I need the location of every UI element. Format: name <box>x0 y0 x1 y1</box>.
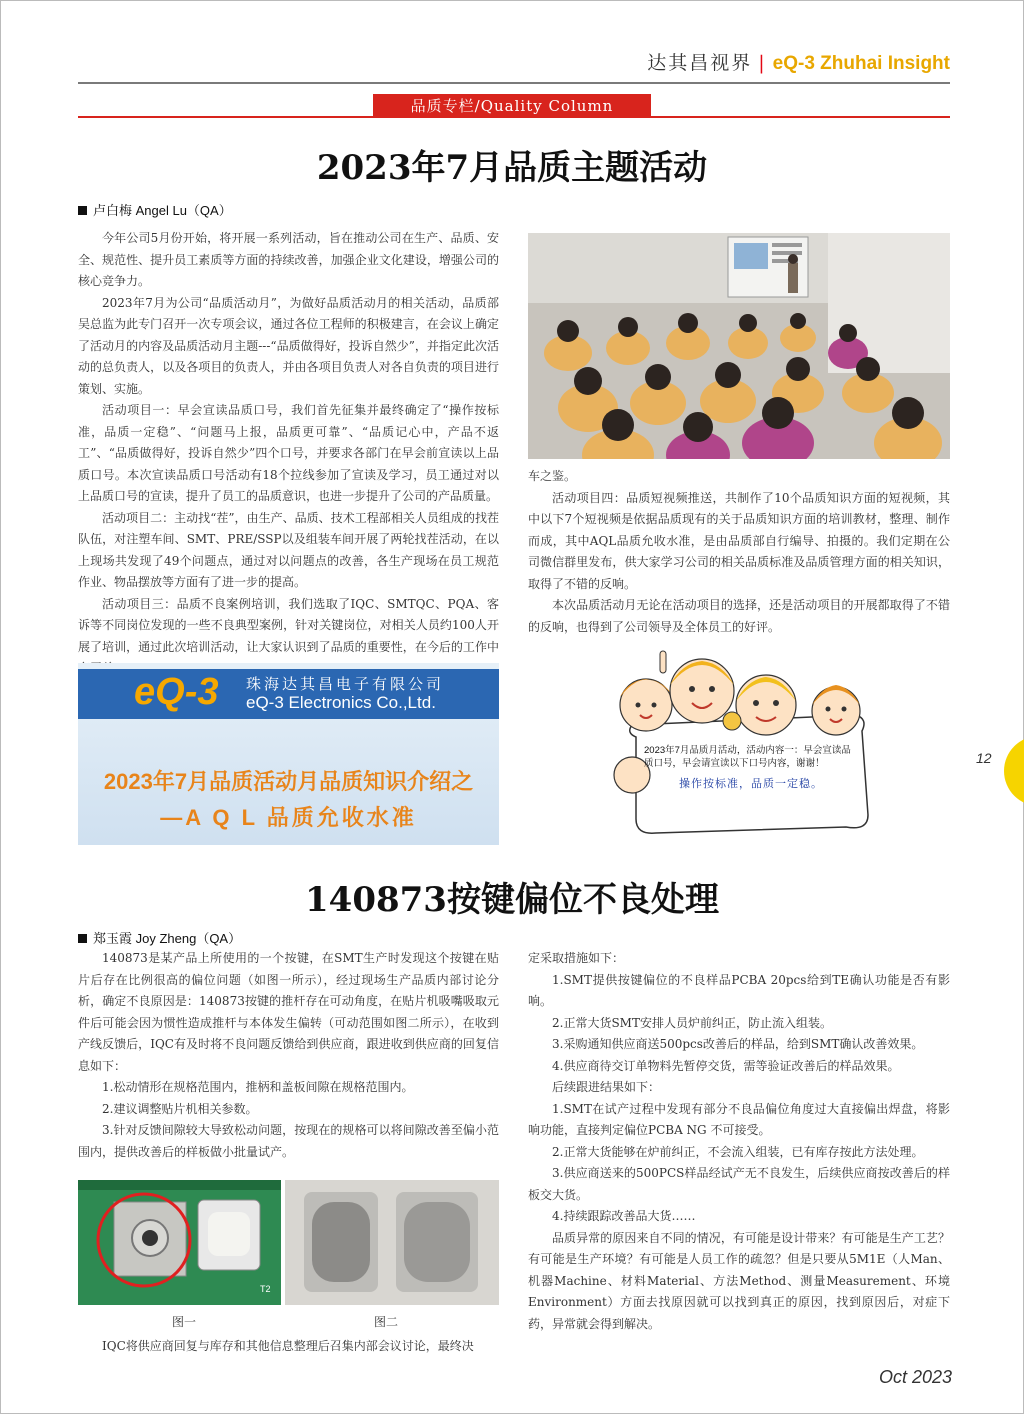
article1-title: 2023年7月品质主题活动 <box>316 148 708 188</box>
header-rule <box>78 82 950 84</box>
svg-text:T2: T2 <box>260 1284 271 1294</box>
kids-speech-bubble <box>634 738 870 828</box>
paragraph: 活动项目二：主动找“茬”，由生产、品质、技术工程部相关人员组成的找茬队伍，对注塑车间、SMT、PRE/SSP以及组装车间开展了两轮找茬活动，在以上现场共发现了49个问题点，通过对以问题点的改善，各生产现场在员工规范作业、物品摆放等方面有了进一步的提高。 <box>78 510 499 589</box>
paragraph: 活动项目一：早会宣读品质口号，我们首先征集并最终确定了“操作按标准，品质一定稳”、“问题马上报，品质更可靠”、“品质记心中，产品不返工”、“品质做得好，投诉自然少”四个口号，并要求各部门在早会前宣读以上品质口号。本次宣读品质口号活动有18个拉线参加了宣读及学习，员工通过对以上品质口号的宣读，提升了员工的品质意识，也进一步提升了公司的产品质量。 <box>78 403 499 503</box>
figure-caption-1: 图一 <box>172 1315 197 1329</box>
bubble-text: 2023年7月品质月活动，活动内容一：早会宣读品质口号，早会请宣读以下口号内容，谢谢！ <box>644 745 851 769</box>
banner-headline: 2023年7月品质活动月品质知识介绍之 <box>103 769 474 794</box>
article1-byline <box>78 200 232 219</box>
paragraph: 3.针对反馈间隙较大导致松动问题，按现在的规格可以将间隙改善至偏小范围内，提供改善后的样板做小批量试产。 <box>78 1123 499 1159</box>
paragraph: 活动项目三：品质不良案例培训，我们选取了IQC、SMTQC、PQA、客诉等不同岗位发现的一些不良典型案例，针对关键岗位，对相关人员约100人开展了培训，通过此次培训活动，让大家认识到了品质的重要性，在今后的工作中 <box>78 596 499 654</box>
paragraph: 1.松动情形在规格范围内，推柄和盖板间隙在规格范围内。 <box>102 1080 414 1094</box>
paragraph: 1.SMT在试产过程中发现有部分不良品偏位角度过大直接偏出焊盘，将影响功能，直接判定偏位PCBA NG 不可接受。 <box>528 1101 950 1137</box>
paragraph: 3.供应商送来的500PCS样品经试产无不良发生，后续供应商按改善后的样板交大货。 <box>528 1166 950 1202</box>
paragraph: 品质异常的原因来自不同的情况，有可能是设计带来？有可能是生产工艺？有可能是生产环境？有可能是人员工作的疏忽？但是只要从5M1E（人Man、机器Machine、材料Material、方法Method、测量Measurement、环境Environment）方面去找原因就可以找到真正的原因，找到原因后，对症下药，异常就会得到解决。 <box>528 1230 950 1331</box>
paragraph: 1.SMT提供按键偏位的不良样品PCBA 20pcs给到TE确认功能是否有影响。 <box>528 972 950 1008</box>
brand-cn: 达其昌视界 <box>647 52 753 74</box>
article2-title: 140873按键偏位不良处理 <box>305 880 719 920</box>
paragraph: 3.采购通知供应商送500pcs改善后的样品，给到SMT确认改善效果。 <box>552 1037 924 1051</box>
byline-square-icon <box>78 206 87 215</box>
paragraph: 4.供应商待交订单物料先暂停交货，需等验证改善后的样品效果。 <box>552 1058 900 1073</box>
button-defect-photos <box>78 1180 499 1305</box>
paragraph: 定采取措施如下： <box>528 951 625 965</box>
article2-byline <box>78 928 241 947</box>
page-number: 12 <box>976 750 992 766</box>
article1-right-column <box>528 466 950 638</box>
company-name-en: eQ-3 Electronics Co.,Ltd. <box>246 693 436 712</box>
article2-left-column-continued <box>78 1336 499 1358</box>
paragraph: 本次品质活动月无论在活动项目的选择，还是活动项目的开展都取得了不错的反响，也得到了公司领导及全体员工的好评。 <box>528 598 950 634</box>
paragraph: 2023年7月为公司“品质活动月”，为做好品质活动月的相关活动，品质部吴总监为此专门召开一次专项会议，通过各位工程师的积极建言，在会议上确定了活动月的内容及品质活动月主题---“品质做得好，投诉自然少”，并指定此次活动的总负责人，以及各项目的负责人，并由各项目负责人对各自负责的项目进行策划、实施。 <box>78 295 499 396</box>
paragraph: 2.建议调整贴片机相关参数。 <box>102 1101 258 1116</box>
paragraph: 活动项目四：品质短视频推送，共制作了10个品质知识方面的短视频，其中以下7个短视频是依据品质现有的关于品质知识方面的培训教材，整理、制作而成，其中AQL品质允收水准，是由品质部自行编导、拍摄的。我们定期在公司微信群里发布，供大家学习公司的相关品质标准及品质管理方面的相关知识，取得了不错的反响。 <box>528 490 950 591</box>
column-tag: 品质专栏/Quality Column <box>373 94 651 118</box>
company-logo-bar <box>78 669 499 719</box>
paragraph: 车之鉴。 <box>528 469 577 483</box>
article2-author: 郑玉霞 Joy Zheng（QA） <box>93 931 242 946</box>
training-photo-illustration <box>528 233 950 459</box>
eq3-logo: eQ-3 <box>134 671 219 713</box>
footer-date: Oct 2023 <box>878 1367 952 1387</box>
paragraph: 后续跟进结果如下： <box>552 1080 661 1094</box>
magazine-header <box>647 48 950 75</box>
article2-left-column <box>78 948 499 1163</box>
brand-en: eQ-3 Zhuhai Insight <box>772 53 950 74</box>
article1-left-column <box>78 228 499 680</box>
banner-subheadline: —A Q L 品质允收水准 <box>160 805 417 830</box>
paragraph: 今年公司5月份开始，将开展一系列活动，旨在推动公司在生产、品质、安全、规范性、提升员工素质等方面的持续改善，加强企业文化建设，增强公司的核心竞争力。 <box>78 231 499 288</box>
training-session-photo <box>528 233 950 459</box>
paragraph: IQC将供应商回复与库存和其他信息整理后召集内部会议讨论，最终决 <box>102 1339 474 1353</box>
paragraph: 2.正常大货能够在炉前纠正，不会流入组装，已有库存按此方法处理。 <box>552 1144 924 1159</box>
header-separator: | <box>758 52 767 74</box>
paragraph: 4.持续跟踪改善品大货…… <box>552 1209 696 1223</box>
bubble-slogan: 操作按标准，品质一定稳。 <box>679 778 823 790</box>
byline-square-icon <box>78 934 87 943</box>
defect-photos-illustration <box>78 1180 499 1305</box>
aql-video-banner <box>78 663 499 845</box>
paragraph: 2.正常大货SMT安排人员炉前纠正，防止流入组装。 <box>552 1015 832 1030</box>
paragraph: 140873是某产品上所使用的一个按键，在SMT生产时发现这个按键在贴片后存在比例很高的偏位问题（如图一所示），经过现场生产品质内部讨论分析，确定不良原因是：140873按键的推杆存在可动角度，在贴片机吸嘴吸取元件后可能会因为惯性造成推杆与本体发生偏转（可动范围如图二所示），在收到产线反馈后，IQC有及时将不良问题反馈给到供应商，跟进收到供应商的回复信息如下： <box>78 951 499 1073</box>
company-name-cn: 珠海达其昌电子有限公司 <box>246 675 445 693</box>
article2-right-column <box>528 948 950 1335</box>
article1-author: 卢白梅 Angel Lu（QA） <box>93 203 232 218</box>
figure-caption-2: 图二 <box>374 1315 399 1329</box>
